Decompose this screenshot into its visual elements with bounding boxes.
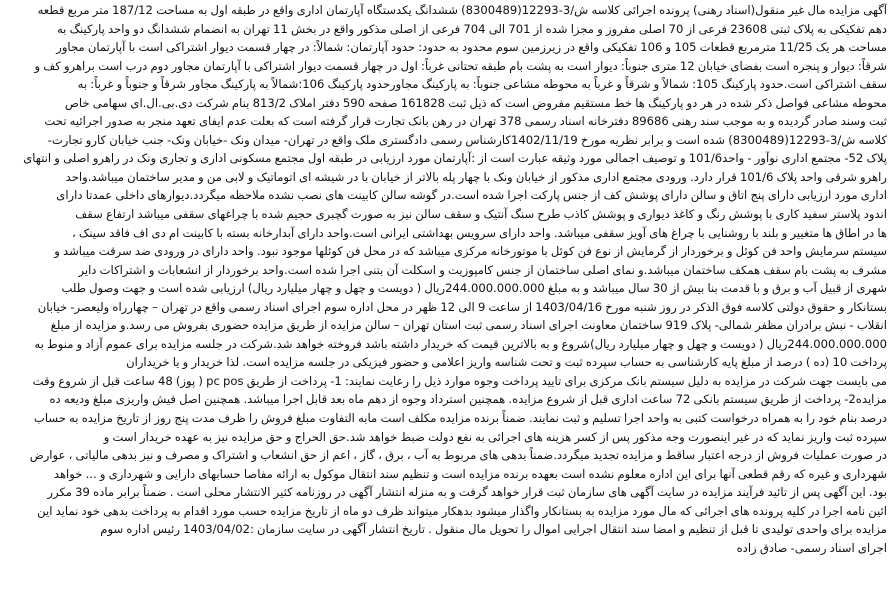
notice-line: ثبت وسند صادر گردیده و به موجب سند رهنی 89686 دفترخانه اسناد رسمی 378 تهران در رهن بانک تجارت قرار گرفته است که بعلت عدم ایفای تعهد منجر به صدور اجرائیه تحت <box>44 114 887 129</box>
notice-line: اجرای اسناد رسمی- صادق زاده <box>736 540 887 555</box>
notice-line: ائین نامه اجرا در کلیه پرونده های اجرائی که مال مورد مزایده به بستانکار واگذار میشود بدهکار میتواند ظرف دو ماه از تاریخ مزایده حسب مورد اقدام به پرداخت بدهی خود نماید این <box>37 503 887 518</box>
notice-line: می بایست جهت شرکت در مزایده به دلیل سیستم بانک مرکزی برای تایید پرداخت وجوه موارد ذیل را رعایت نمایند: 1- پرداخت از طریق pc pos ( پوز) 48 ساعت قبل از شروع وقت <box>32 373 887 388</box>
notice-line: پرداخت 10 (ده ) درصد از مبلغ پایه کارشناسی به حساب سپرده ثبت و تحت شناسه واریز اعلامی و حضور فیزیکی در جلسه مزایده است. لذا خریدار و یا خریداران <box>126 355 887 370</box>
notice-line: مشرف به پشت بام سقف همکف ساختمان میباشد.و نمای اصلی ساختمان از جنس کامپوزیت و اسکلت آن بتنی اجرا شده است.واحد برخوردار از انشعابات و اشتراکات دایر <box>78 262 887 277</box>
notice-line: اندود پلاستر سفید کاری با پوشش رنگ و کاغذ دیواری و پوشش کاذب طرح سنگ آنتیک و سقف سالن نیز به صورت گچبری حجیم شده با چراغهای سقفی میباشد ارتفاع سقف <box>75 207 887 222</box>
notice-line: پلاک 52- مجتمع اداری نوآور - واحد101/6 و توصیف اجمالی مورد وثیقه عبارت است از :آپارتمان مورد ارزیابی در طبقه اول مجتمع مسکونی اداری و تجاری ونک در راهرو اصلی و انتهای <box>23 151 887 166</box>
notice-line: شرقاً: دیوار و پنجره است بفضای خیابان 12 متری جنوباً: دیوار است به پشت بام طبقه تحتانی غرباً: اول در چهار قسمت دیوار اشتراکی با آپارتمان مجاور دوم درب است براهرو کف و <box>34 58 887 73</box>
notice-line: انقلاب - نبش برادران مظفر شمالی- پلاک 919 ساختمان معاونت اجرای اسناد رسمی ثبت استان تهران – سالن مزایده از طریق مزایده حضوری بفروش می رسد.و مزایده از مبلغ <box>50 318 887 333</box>
auction-notice-text <box>8 1 887 557</box>
notice-line: سیستم سرمایش واحد فن کوئل و برخوردار از گرمایش از نوع فن کوئل با موتورخانه مرکزی میباشد که در محل فن کوئلها موجود نبود. واحد دارای در ورودی ضد سرقت میباشد و <box>54 244 887 259</box>
notice-line: مزایده برای واحدی تولیدی تا قبل از تنظیم و امضا سند انتقال اجرایی اموال را تحویل مال منقول . تاریخ انتشار آگهی در سایت سازمان :1403/04/02 رئیس اداره سوم <box>100 522 887 537</box>
notice-line: شهری از قبیل آب و برق و با قدمت بنا بیش از 30 سال میباشد و به مبلغ 244.000.000.000ریال ( دویست و چهل و چهار میلیارد ریال) ارزیابی شده است و جهت وصول طلب <box>61 281 887 296</box>
notice-line: سپرده ثبت واریز نماید که در غیر اینصورت وجه مذکور پس از کسر هزینه های اجرائی به نفع دولت ضبط خواهد شد.حق الحراج و حق مزایده نیز به عهده خریدار است و <box>103 429 887 444</box>
notice-line: 244.000.000.000ریال ( دویست و چهل و چهار میلیارد ریال)شروع و به بالاترین قیمت که خریدار داشته باشد فروخته خواهد شد.شرکت در جلسه مزایده برای عموم آزاد و منوط به <box>34 336 887 351</box>
notice-line: آگهی مزایده مال غیر منقول(اسناد رهنی) پرونده اجرائی کلاسه ش/3-12293(8300489) ششدانگ یکدستگاه آپارتمان اداری واقع در طبقه اول به مساحت 187/12 متر مربع قطعه <box>37 3 887 17</box>
notice-line: اداری مورد ارزیابی دارای پنج اتاق و سالن دارای پوشش کف از جنس پارکت اجرا شده است.در گوشه سالن کابینت های نصب نشده ملاحظه میگردد.دیوارهای داخلی عمدتا دارای <box>56 188 887 203</box>
notice-line: کلاسه ش/3-12293(8300489) شده است و برابر نظریه مورخ 1402/11/19کارشناس رسمی دادگستری ملک واقع در تهران- میدان ونک -خیابان ونک- جنب خیابان کارو تجارت- <box>47 132 887 147</box>
notice-line: درصد بنام خود را به همراه درخواست کتبی به واحد اجرا تسلیم و ثبت نمایند. ضمناً برنده مزایده مکلف است مابه التفاوت مبلغ فروش را ظرف مدت پنج روز از تاریخ مزایده به حساب <box>33 411 887 426</box>
notice-line: بود. این آگهی پس از تائید فرآیند مزایده در سایت آگهی های سازمان ثبت قرار خواهد گرفت و به منزله انتشار آگهی در روزنامه کثیر الانتشار محلی است . ضمناً برابر ماده 39 مکرر <box>47 485 887 500</box>
notice-line: ها در اطاق ها متغییر و بلند با روشنایی با چراغ های آویز سقفی میباشد. واحد دارای سرویس بهداشتی ایرانی است.واحد دارای آبدارخانه بسته با کابینت ام دی اف فاقد سینک ، <box>71 225 887 240</box>
notice-line: شهرداری و غیره که رقم قطعی آنها برای این اداره معلوم نشده است بعهده برنده مزایده است و تنظیم سند انتقال موکول به ارائه مفاصا حسابهای دارایی و شهرداری و ... خواهد <box>53 466 887 481</box>
notice-line: بستانکار و حقوق دولتی کلاسه فوق الذکر در روز شنبه مورخ 1403/04/16 از ساعت 9 الی 12 ظهر در محل اداره سوم اجرای اسناد رسمی واقع در تهران – چهارراه ولیعصر- خیابان <box>37 299 887 314</box>
notice-line: مزایده2- پرداخت از طریق سیستم بانکی 72 ساعت اداری قبل از شروع مزایده. همچنین استرداد وجوه از دهم ماه بعد قابل اجرا میباشد. همچنین اصل فیش واریزی مبلغ ودیعه ده <box>49 392 887 407</box>
notice-line: دهم تفکیکی به پلاک ثبتی 23608 فرعی از 70 اصلی مفروز و مجزا شده از 701 الی 704 فرعی از اصلی مذکور واقع در بخش 11 تهران به انضمام ششدانگ دو واحد پارکینگ به <box>56 21 887 36</box>
notice-line: راهرو شرقی واحد پلاک 101/6 قرار دارد. ورودی مجتمع اداری مذکور از خیابان ونک با چهار پله بالاتر از خیابان با در شیشه ای اتوماتیک و لابی من و مدیر ساختمان میباشد.واحد <box>65 169 887 184</box>
notice-line: سقف اشتراکی است.حدود پارکینگ 105: شمالاً و شرقاً و غرباً به محوطه مشاعی جنوباً: به پارکینگ مجاورحدود پارکینگ 106:شمالاً به پارکینگ مجاور شرقاً و جنوباً و غرباً: به <box>77 77 887 92</box>
notice-line: محوطه مشاعی فواصل ذکر شده در هر دو پارکینگ ها خط مستقیم مفروض است که ذیل ثبت 161828 صفحه 590 دفتر املاک 813/2 بنام شرکت دی.بی.ال.ای سهامی خاص <box>64 95 887 110</box>
notice-line: مساحت هر یک 11/25 مترمربع قطعات 105 و 106 تفکیکی واقع در زیرزمین سوم محدود به حدود: حدود آپارتمان: شمالاً: در چهار قسمت دیوار اشتراکی است با آپارتمان مجاور <box>56 40 887 55</box>
notice-line: در صورت عملیات فروش از درجه اعتبار ساقط و مزایده تجدید میگردد.ضمناً بدهی های مربوط به آب ، برق ، گاز ، اعم از حق انشعاب و اشتراک و مصرف و نیز بدهی مالیاتی ، عوارض <box>29 448 887 463</box>
